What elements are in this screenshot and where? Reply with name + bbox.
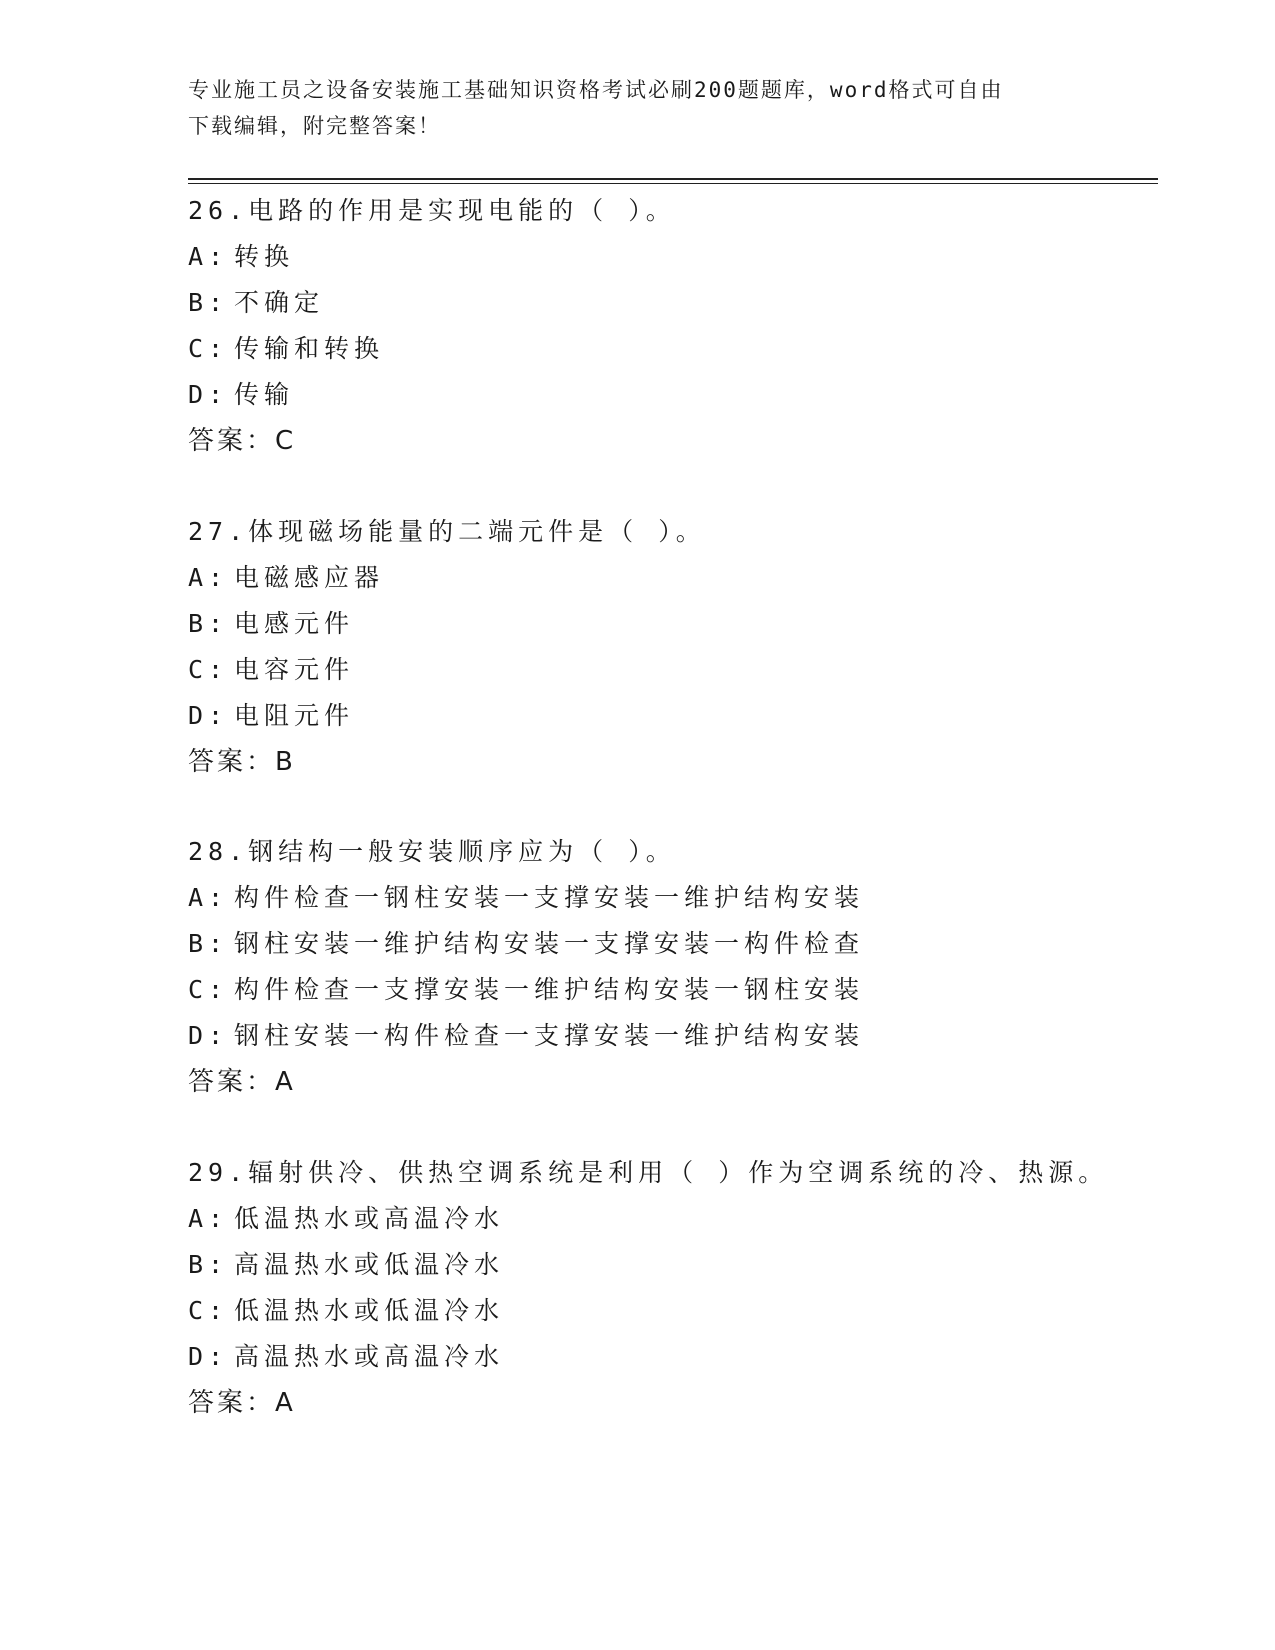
option-key: B:: [188, 929, 229, 958]
option-text: 电阻元件: [234, 701, 355, 730]
option-text: 高温热水或高温冷水: [234, 1342, 505, 1371]
option-key: A:: [188, 242, 229, 271]
option-key: D:: [188, 1021, 229, 1050]
option-key: D:: [188, 701, 229, 730]
option-key: A:: [188, 883, 229, 912]
option-key: C:: [188, 975, 229, 1004]
option-b: [188, 601, 1148, 647]
option-text: 低温热水或低温冷水: [234, 1296, 505, 1325]
answer-line: 答案：C: [188, 426, 297, 456]
option-d: [188, 693, 1148, 739]
option-key: B:: [188, 288, 229, 317]
option-key: C:: [188, 1296, 229, 1325]
option-key: D:: [188, 380, 229, 409]
option-b: [188, 921, 1148, 967]
option-text: 高温热水或低温冷水: [234, 1250, 505, 1279]
question-stem: 29.辐射供冷、供热空调系统是利用（ ）作为空调系统的冷、热源。: [188, 1158, 1109, 1187]
option-b: [188, 280, 1148, 326]
option-text: 传输和转换: [234, 334, 385, 363]
option-a: [188, 875, 1148, 921]
answer-line: 答案：A: [188, 1067, 296, 1097]
question-stem: 26.电路的作用是实现电能的（ ）。: [188, 196, 676, 225]
answer-line: 答案：B: [188, 747, 296, 777]
option-a: [188, 1196, 1148, 1242]
option-key: B:: [188, 609, 229, 638]
header-line-1: 专业施工员之设备安装施工基础知识资格考试必刷200题题库，word格式可自由: [188, 78, 1004, 102]
option-text: 钢柱安装一构件检查一支撑安装一维护结构安装: [234, 1021, 865, 1050]
answer-line: 答案：A: [188, 1388, 296, 1418]
option-text: 传输: [234, 380, 295, 409]
header-divider-thin: [188, 183, 1158, 184]
question-stem: 28.钢结构一般安装顺序应为（ ）。: [188, 837, 676, 866]
option-key: C:: [188, 655, 229, 684]
option-c: [188, 967, 1148, 1013]
option-c: [188, 1288, 1148, 1334]
question-block: [188, 829, 1148, 1105]
option-key: C:: [188, 334, 229, 363]
option-a: [188, 555, 1148, 601]
option-key: A:: [188, 1204, 229, 1233]
option-d: [188, 1334, 1148, 1380]
header-divider-thick: [188, 178, 1158, 180]
option-d: [188, 1013, 1148, 1059]
question-block: [188, 1150, 1148, 1426]
option-b: [188, 1242, 1148, 1288]
question-block: [188, 188, 1148, 464]
option-d: [188, 372, 1148, 418]
question-stem: 27.体现磁场能量的二端元件是（ ）。: [188, 517, 706, 546]
question-block: [188, 509, 1148, 785]
option-text: 电磁感应器: [234, 563, 385, 592]
option-text: 电容元件: [234, 655, 355, 684]
option-text: 转换: [234, 242, 295, 271]
option-text: 构件检查一支撑安装一维护结构安装一钢柱安装: [234, 975, 865, 1004]
option-c: [188, 326, 1148, 372]
option-key: D:: [188, 1342, 229, 1371]
option-a: [188, 234, 1148, 280]
option-text: 低温热水或高温冷水: [234, 1204, 505, 1233]
option-key: B:: [188, 1250, 229, 1279]
header-line-2: 下载编辑，附完整答案！: [188, 114, 441, 138]
option-c: [188, 647, 1148, 693]
option-text: 钢柱安装一维护结构安装一支撑安装一构件检查: [234, 929, 865, 958]
option-text: 构件检查一钢柱安装一支撑安装一维护结构安装: [234, 883, 865, 912]
option-text: 不确定: [234, 288, 325, 317]
document-header: [188, 72, 1088, 144]
option-text: 电感元件: [234, 609, 355, 638]
option-key: A:: [188, 563, 229, 592]
